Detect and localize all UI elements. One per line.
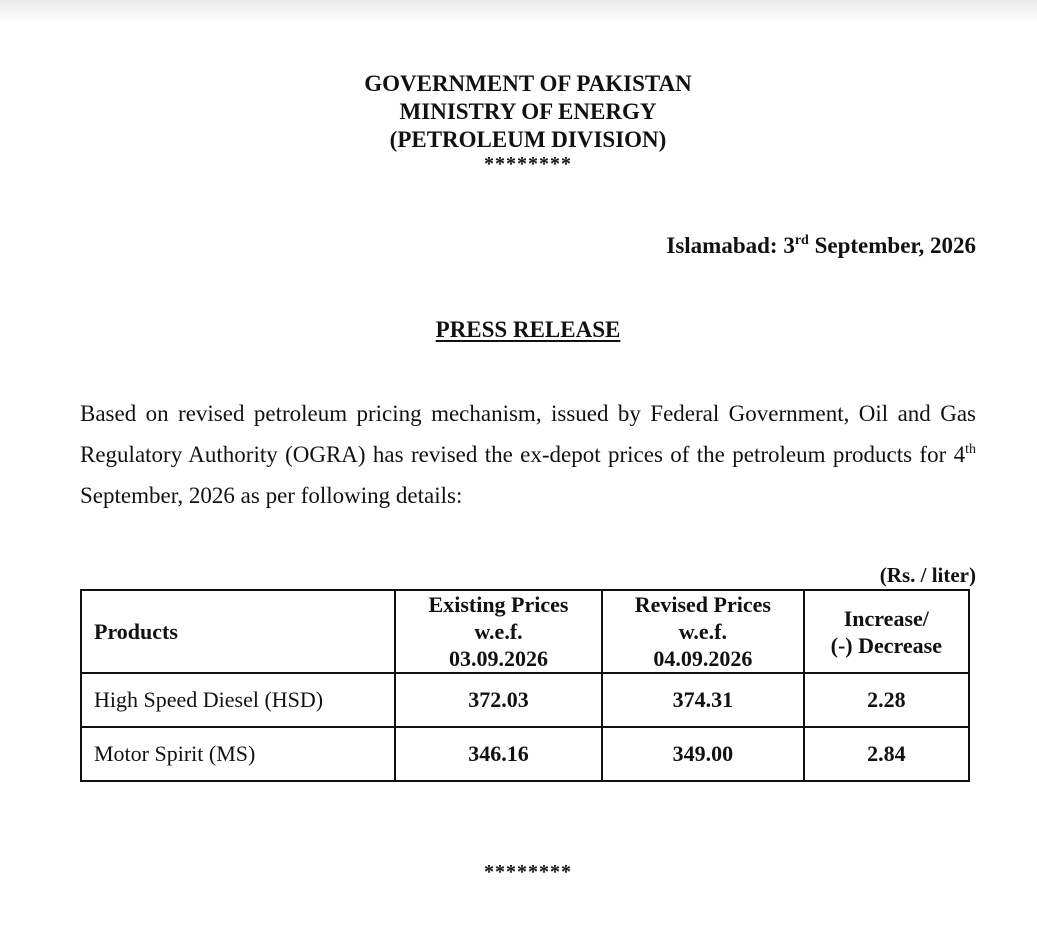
unit-label: (Rs. / liter) [879,563,976,587]
dateline [666,233,976,259]
letterhead [0,70,1037,174]
price-table [80,589,970,782]
footer-separator: ******** [484,861,572,883]
division-title: (PETROLEUM DIVISION) [389,127,667,152]
header-change-increase: Increase/ [843,605,929,631]
existing-price: 346.16 [395,727,602,781]
ministry-title: MINISTRY OF ENERGY [399,99,657,124]
revised-price: 349.00 [602,727,804,781]
header-existing-label: Existing Prices [428,592,569,617]
header-existing-prices [395,590,602,673]
price-change: 2.28 [804,673,969,727]
page-top-shadow [0,0,1037,22]
revised-price: 374.31 [602,673,804,727]
dateline-place: Islamabad: 3 [666,233,795,258]
table-row-hsd [81,673,969,727]
header-revised-prices [602,590,804,673]
body-ordinal: th [965,442,976,457]
header-existing-wef: w.e.f. [474,619,523,644]
header-revised-wef: w.e.f. [678,619,727,644]
dateline-ordinal: rd [794,233,809,248]
body-text-start: Based on revised petroleum pricing mechanism, issued by Federal Government, Oil and Gas Regulatory Authority (OGRA) has revised the ex-depot prices of the petroleum products for 4 [80,401,976,467]
table-header-row [81,590,969,673]
header-existing-date: 03.09.2026 [449,646,548,671]
existing-price: 372.03 [395,673,602,727]
government-title: GOVERNMENT OF PAKISTAN [364,71,692,96]
header-products: Products [81,590,395,673]
price-change: 2.84 [804,727,969,781]
header-separator: ******** [484,153,572,175]
header-change-decrease: (-) Decrease [830,632,942,658]
dateline-date: September, 2026 [808,233,976,258]
body-paragraph [80,393,976,516]
body-text-end: September, 2026 as per following details: [80,483,463,508]
header-change [804,590,969,673]
table-row-ms [81,727,969,781]
press-release-title: PRESS RELEASE [435,317,621,342]
product-name: Motor Spirit (MS) [81,727,395,781]
header-revised-label: Revised Prices [634,592,771,617]
product-name: High Speed Diesel (HSD) [81,673,395,727]
header-revised-date: 04.09.2026 [653,646,753,671]
